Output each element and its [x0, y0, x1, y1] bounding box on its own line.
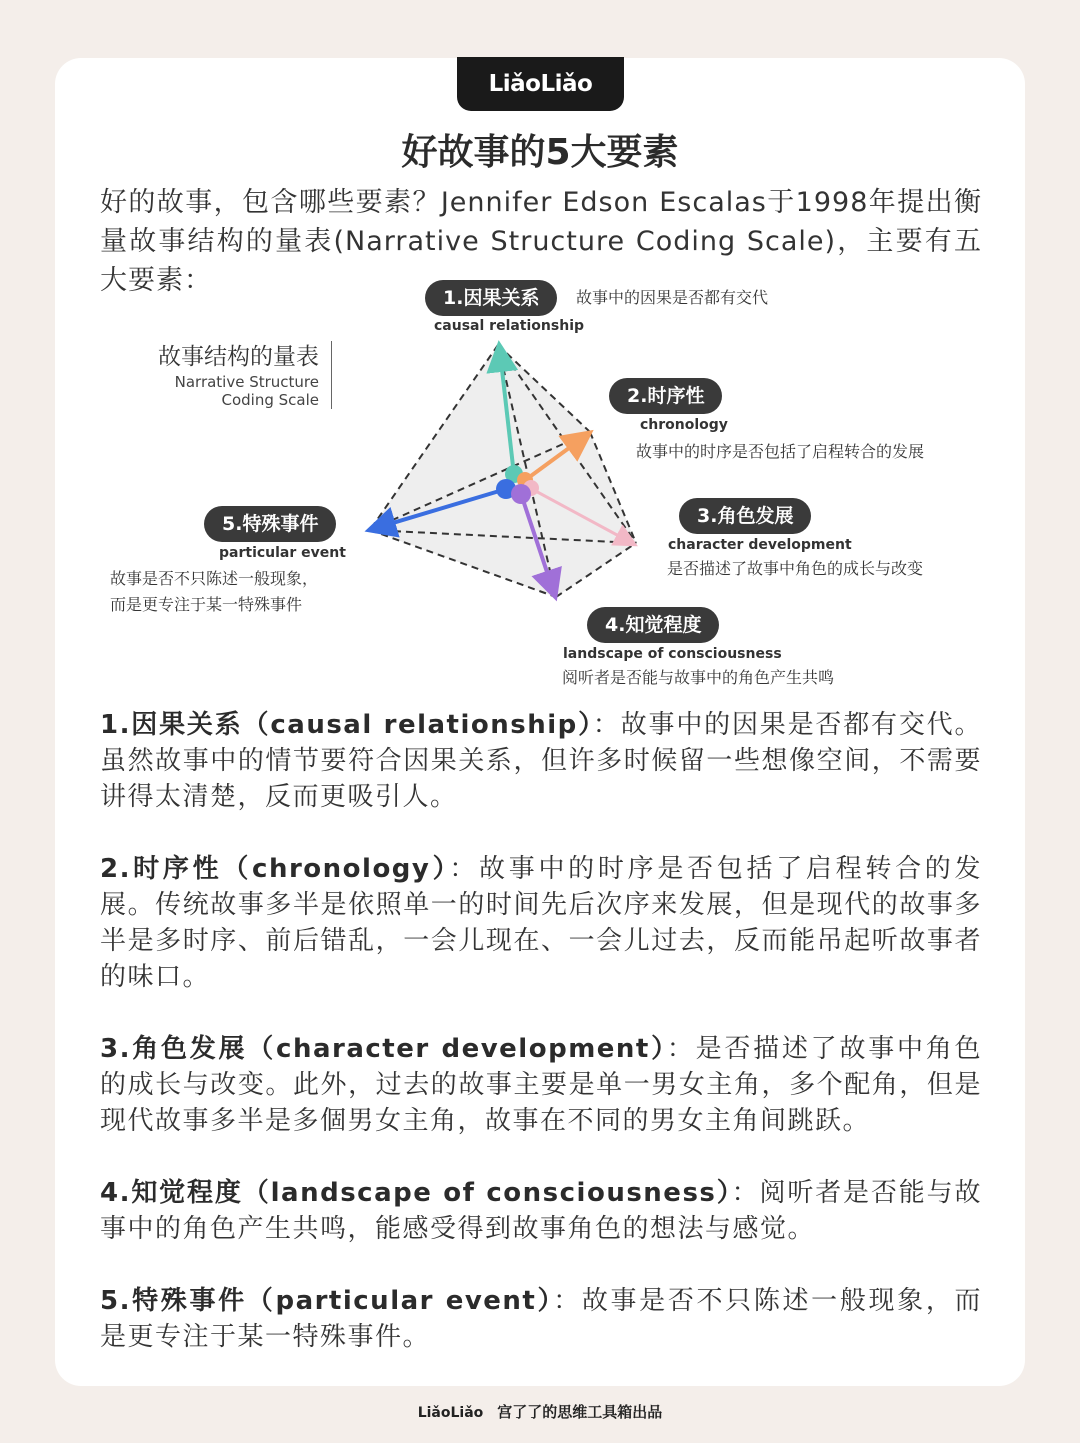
section-causal [100, 707, 982, 815]
en-causal: causal relationship [434, 318, 585, 334]
desc-consciousness: 阅听者是否能与故事中的角色产生共鸣 [562, 668, 835, 687]
section-body: ：是否描述了故事中角色的成长与改变。此外，过去的故事主要是单一男女主角，多个配角，但是现代故事多半是多個男女主角，故事在不同的男女主角间跳跃。 [100, 1034, 982, 1136]
node-consciousness [511, 484, 531, 504]
desc-particular-2: 而是更专注于某一特殊事件 [110, 595, 303, 614]
intro-paragraph: 好的故事，包含哪些要素？Jennifer Edson Escalas于1998年提出衡量故事结构的量表(Narrative Structure Coding Scale)，主要有五大要素： [100, 187, 982, 296]
section-head: 4.知觉程度（landscape of consciousness） [100, 1178, 732, 1208]
section-body: ：故事是否不只陈述一般现象，而是更专注于某一特殊事件。 [100, 1286, 982, 1352]
en-character: character development [668, 537, 852, 553]
page-title: 好故事的5大要素 [401, 132, 679, 173]
section-body: ：故事中的时序是否包括了启程转合的发展。传统故事多半是依照单一的时间先后次序来发展，但是现代的故事多半是多时序、前后错乱，一会儿现在、一会儿过去，反而能吊起听故事者的味口。 [100, 854, 982, 992]
section-consciousness [100, 1175, 982, 1247]
section-body: ：阅听者是否能与故事中的角色产生共鸣，能感受得到故事角色的想法与感觉。 [100, 1178, 982, 1244]
pill-chronology: 2.时序性 [609, 378, 722, 414]
pill-consciousness: 4.知觉程度 [587, 607, 719, 643]
section-head: 5.特殊事件（particular event） [100, 1286, 554, 1316]
section-body: ：故事中的因果是否都有交代。虽然故事中的情节要符合因果关系，但许多时候留一些想像空间，不需要讲得太清楚，反而更吸引人。 [100, 710, 982, 812]
desc-character: 是否描述了故事中角色的成长与改变 [667, 559, 924, 578]
section-head: 2.时序性（chronology） [100, 854, 450, 884]
brand-logo: LiǎoLiǎo [457, 57, 624, 111]
section-particular [100, 1283, 982, 1355]
desc-particular-1: 故事是否不只陈述一般现象， [110, 569, 319, 588]
pill-causal: 1.因果关系 [425, 280, 557, 316]
en-consciousness: landscape of consciousness [563, 646, 782, 662]
pill-character: 3.角色发展 [679, 498, 811, 534]
en-chronology: chronology [640, 417, 728, 433]
scale-label: 故事结构的量表 Narrative Structure Coding Scale [158, 341, 332, 409]
footer-text: 宫了了的思维工具箱出品 [497, 1403, 663, 1421]
desc-chronology: 故事中的时序是否包括了启程转合的发展 [636, 442, 925, 461]
section-character [100, 1031, 982, 1139]
footer [0, 1401, 1080, 1422]
section-chronology [100, 851, 982, 995]
pill-particular: 5.特殊事件 [204, 506, 336, 542]
desc-causal: 故事中的因果是否都有交代 [576, 288, 769, 307]
section-head: 3.角色发展（character development） [100, 1034, 667, 1064]
footer-brand: LiǎoLiǎo [417, 1405, 484, 1421]
section-head: 1.因果关系（causal relationship） [100, 710, 593, 740]
en-particular: particular event [219, 545, 346, 561]
